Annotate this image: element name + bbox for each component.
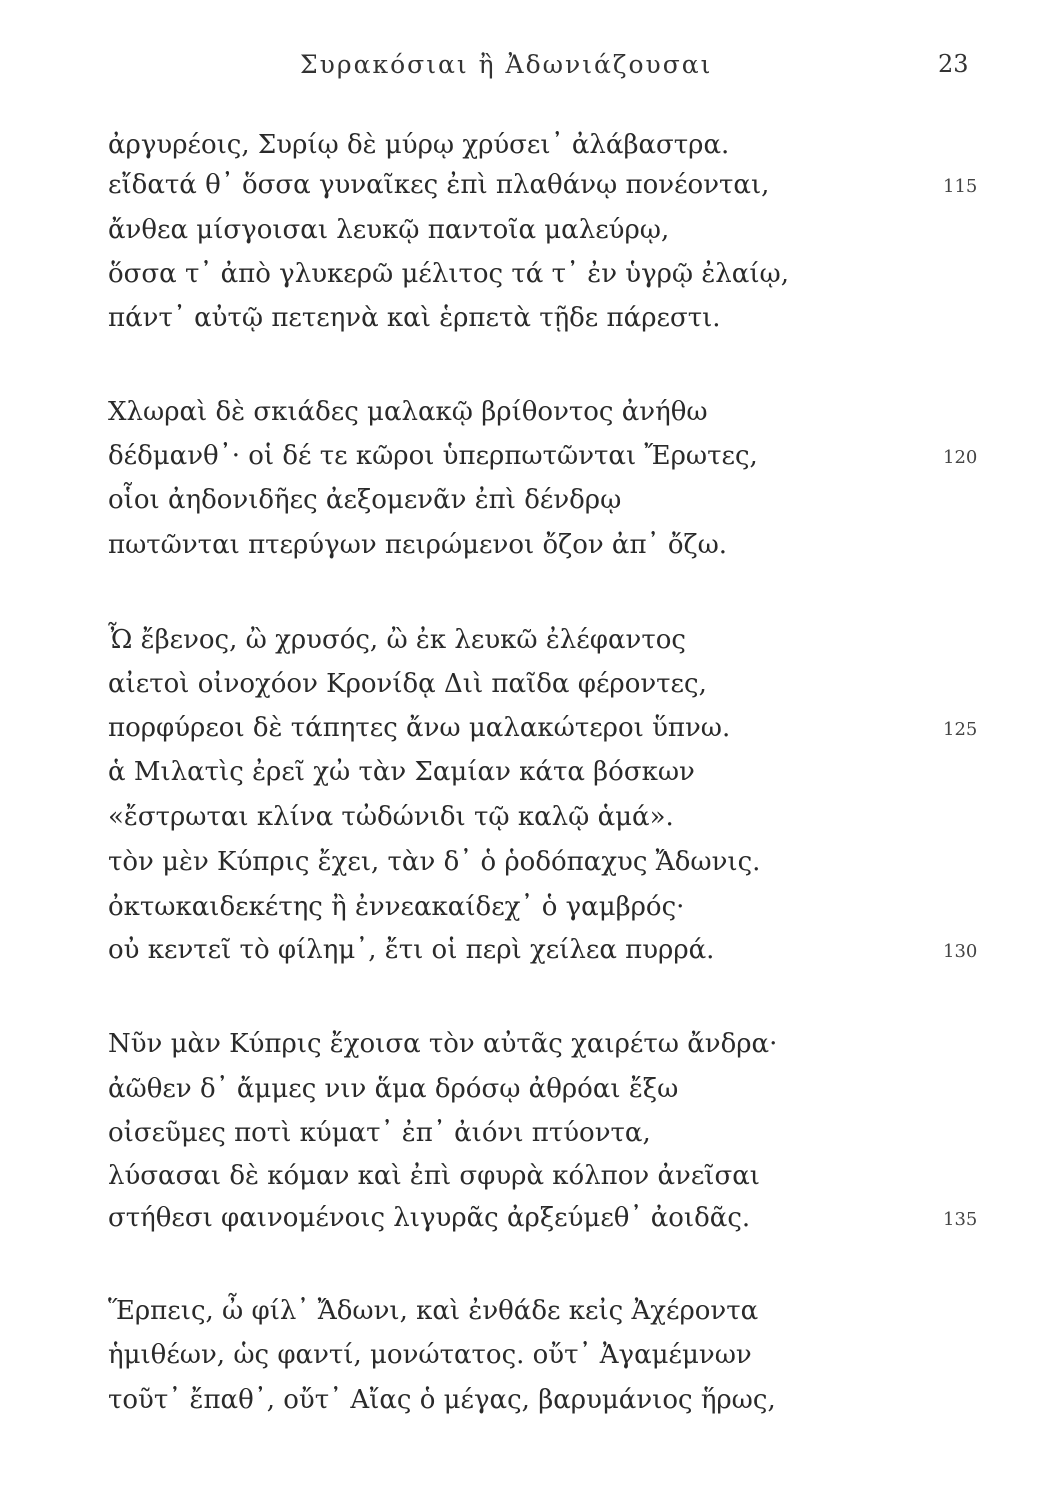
verse-text: ἀργυρέοις, Συρίῳ δὲ μύρῳ χρύσει᾽ ἀλάβαστρα. bbox=[108, 130, 730, 160]
running-head bbox=[0, 50, 1045, 90]
verse-text: εἴδατά θ᾽ ὅσσα γυναῖκες ἐπὶ πλαθάνῳ πονέονται, bbox=[108, 170, 770, 200]
verse-text: ὅσσα τ᾽ ἀπὸ γλυκερῶ μέλιτος τά τ᾽ ἐν ὑγρῷ ἐλαίῳ, bbox=[108, 259, 790, 289]
verse-text: ἄνθεα μίσγοισαι λευκῷ παντοῖα μαλεύρῳ, bbox=[108, 215, 670, 245]
verse-line bbox=[108, 1111, 1008, 1155]
verse-text: πάντ᾽ αὐτῷ πετεηνὰ καὶ ἑρπετὰ τῇδε πάρεστι. bbox=[108, 303, 721, 333]
verse-line bbox=[108, 618, 1008, 662]
verse-text: Νῦν μὰν Κύπρις ἔχοισα τὸν αὐτᾶς χαιρέτω ἄνδρα· bbox=[108, 1029, 778, 1059]
verse-text: αἰετοὶ οἰνοχόον Κρονίδᾳ Διὶ παῖδα φέροντες, bbox=[108, 669, 707, 699]
verse-line bbox=[108, 523, 1008, 567]
line-number: 115 bbox=[943, 176, 978, 197]
verse-text: Ἕρπεις, ὦ φίλ᾽ Ἄδωνι, καὶ ἐνθάδε κεἰς Ἀχέροντα bbox=[108, 1296, 759, 1326]
verse-text: Χλωραὶ δὲ σκιάδες μαλακῷ βρίθοντος ἀνήθω bbox=[108, 397, 708, 427]
verse-text: πορφύρεοι δὲ τάπητες ἄνω μαλακώτεροι ὕπνω. bbox=[108, 713, 731, 743]
verse-line bbox=[108, 795, 1008, 839]
line-number: 130 bbox=[943, 941, 978, 962]
verse-line bbox=[108, 706, 1008, 750]
verse-text: ἁ Μιλατὶς ἐρεῖ χὠ τὰν Σαμίαν κάτα βόσκων bbox=[108, 757, 695, 787]
verse-line bbox=[108, 296, 1008, 340]
verse-line bbox=[108, 1196, 1008, 1240]
verse-text: ὀκτωκαιδεκέτης ἢ ἐννεακαίδεχ᾽ ὁ γαμβρός· bbox=[108, 892, 685, 922]
verse-line bbox=[108, 1378, 1008, 1422]
verse-line bbox=[108, 840, 1008, 884]
page-number: 23 bbox=[938, 50, 969, 78]
verse-text: οἷοι ἀηδονιδῆες ἀεξομενᾶν ἐπὶ δένδρῳ bbox=[108, 485, 622, 515]
verse-line bbox=[108, 750, 1008, 794]
verse-text: οὐ κεντεῖ τὸ φίλημ᾽, ἔτι οἱ περὶ χείλεα πυρρά. bbox=[108, 935, 715, 965]
verse-text: «ἔστρωται κλίνα τὠδώνιδι τῷ καλῷ ἁμά». bbox=[108, 802, 674, 832]
verse-text: οἰσεῦμες ποτὶ κύματ᾽ ἐπ᾽ ἀιόνι πτύοντα, bbox=[108, 1118, 651, 1148]
line-number: 125 bbox=[943, 719, 978, 740]
verse-line bbox=[108, 478, 1008, 522]
verse-text: στήθεσι φαινομένοις λιγυρᾶς ἀρξεύμεθ᾽ ἀοιδᾶς. bbox=[108, 1203, 751, 1233]
verse-line bbox=[108, 1022, 1008, 1066]
verse-text: Ὦ ἔβενος, ὢ χρυσός, ὢ ἐκ λευκῶ ἐλέφαντος bbox=[108, 625, 686, 655]
verse-text: τὸν μὲν Κύπρις ἔχει, τὰν δ᾽ ὁ ῥοδόπαχυς Ἄδωνις. bbox=[108, 847, 761, 877]
verse-line bbox=[108, 885, 1008, 929]
verse-text: λύσασαι δὲ κόμαν καὶ ἐπὶ σφυρὰ κόλπον ἀνεῖσαι bbox=[108, 1161, 761, 1191]
verse-text: τοῦτ᾽ ἔπαθ᾽, οὔτ᾽ Αἴας ὁ μέγας, βαρυμάνιος ἥρως, bbox=[108, 1385, 776, 1415]
line-number: 135 bbox=[943, 1209, 978, 1230]
verse-line bbox=[108, 662, 1008, 706]
verse-line bbox=[108, 1333, 1008, 1377]
verse-text: ἀῶθεν δ᾽ ἄμμες νιν ἅμα δρόσῳ ἀθρόαι ἔξω bbox=[108, 1074, 679, 1104]
verse-line bbox=[108, 123, 1008, 167]
verse-text: ἡμιθέων, ὡς φαντί, μονώτατος. οὔτ᾽ Ἀγαμέμνων bbox=[108, 1340, 752, 1370]
verse-line bbox=[108, 252, 1008, 296]
verse-line bbox=[108, 1154, 1008, 1198]
verse-line bbox=[108, 163, 1008, 207]
verse-line bbox=[108, 1289, 1008, 1333]
verse-line bbox=[108, 434, 1008, 478]
verse-line bbox=[108, 928, 1008, 972]
verse-text: πωτῶνται πτερύγων πειρώμενοι ὄζον ἀπ᾽ ὄζω. bbox=[108, 530, 728, 560]
verse-line bbox=[108, 390, 1008, 434]
running-title: Συρακόσιαι ἢ Ἀδωνιάζουσαι bbox=[300, 50, 713, 79]
line-number: 120 bbox=[943, 447, 978, 468]
verse-line bbox=[108, 1067, 1008, 1111]
verse-text: δέδμανθ᾽· οἱ δέ τε κῶροι ὑπερπωτῶνται Ἔρωτες, bbox=[108, 441, 758, 471]
verse-line bbox=[108, 208, 1008, 252]
